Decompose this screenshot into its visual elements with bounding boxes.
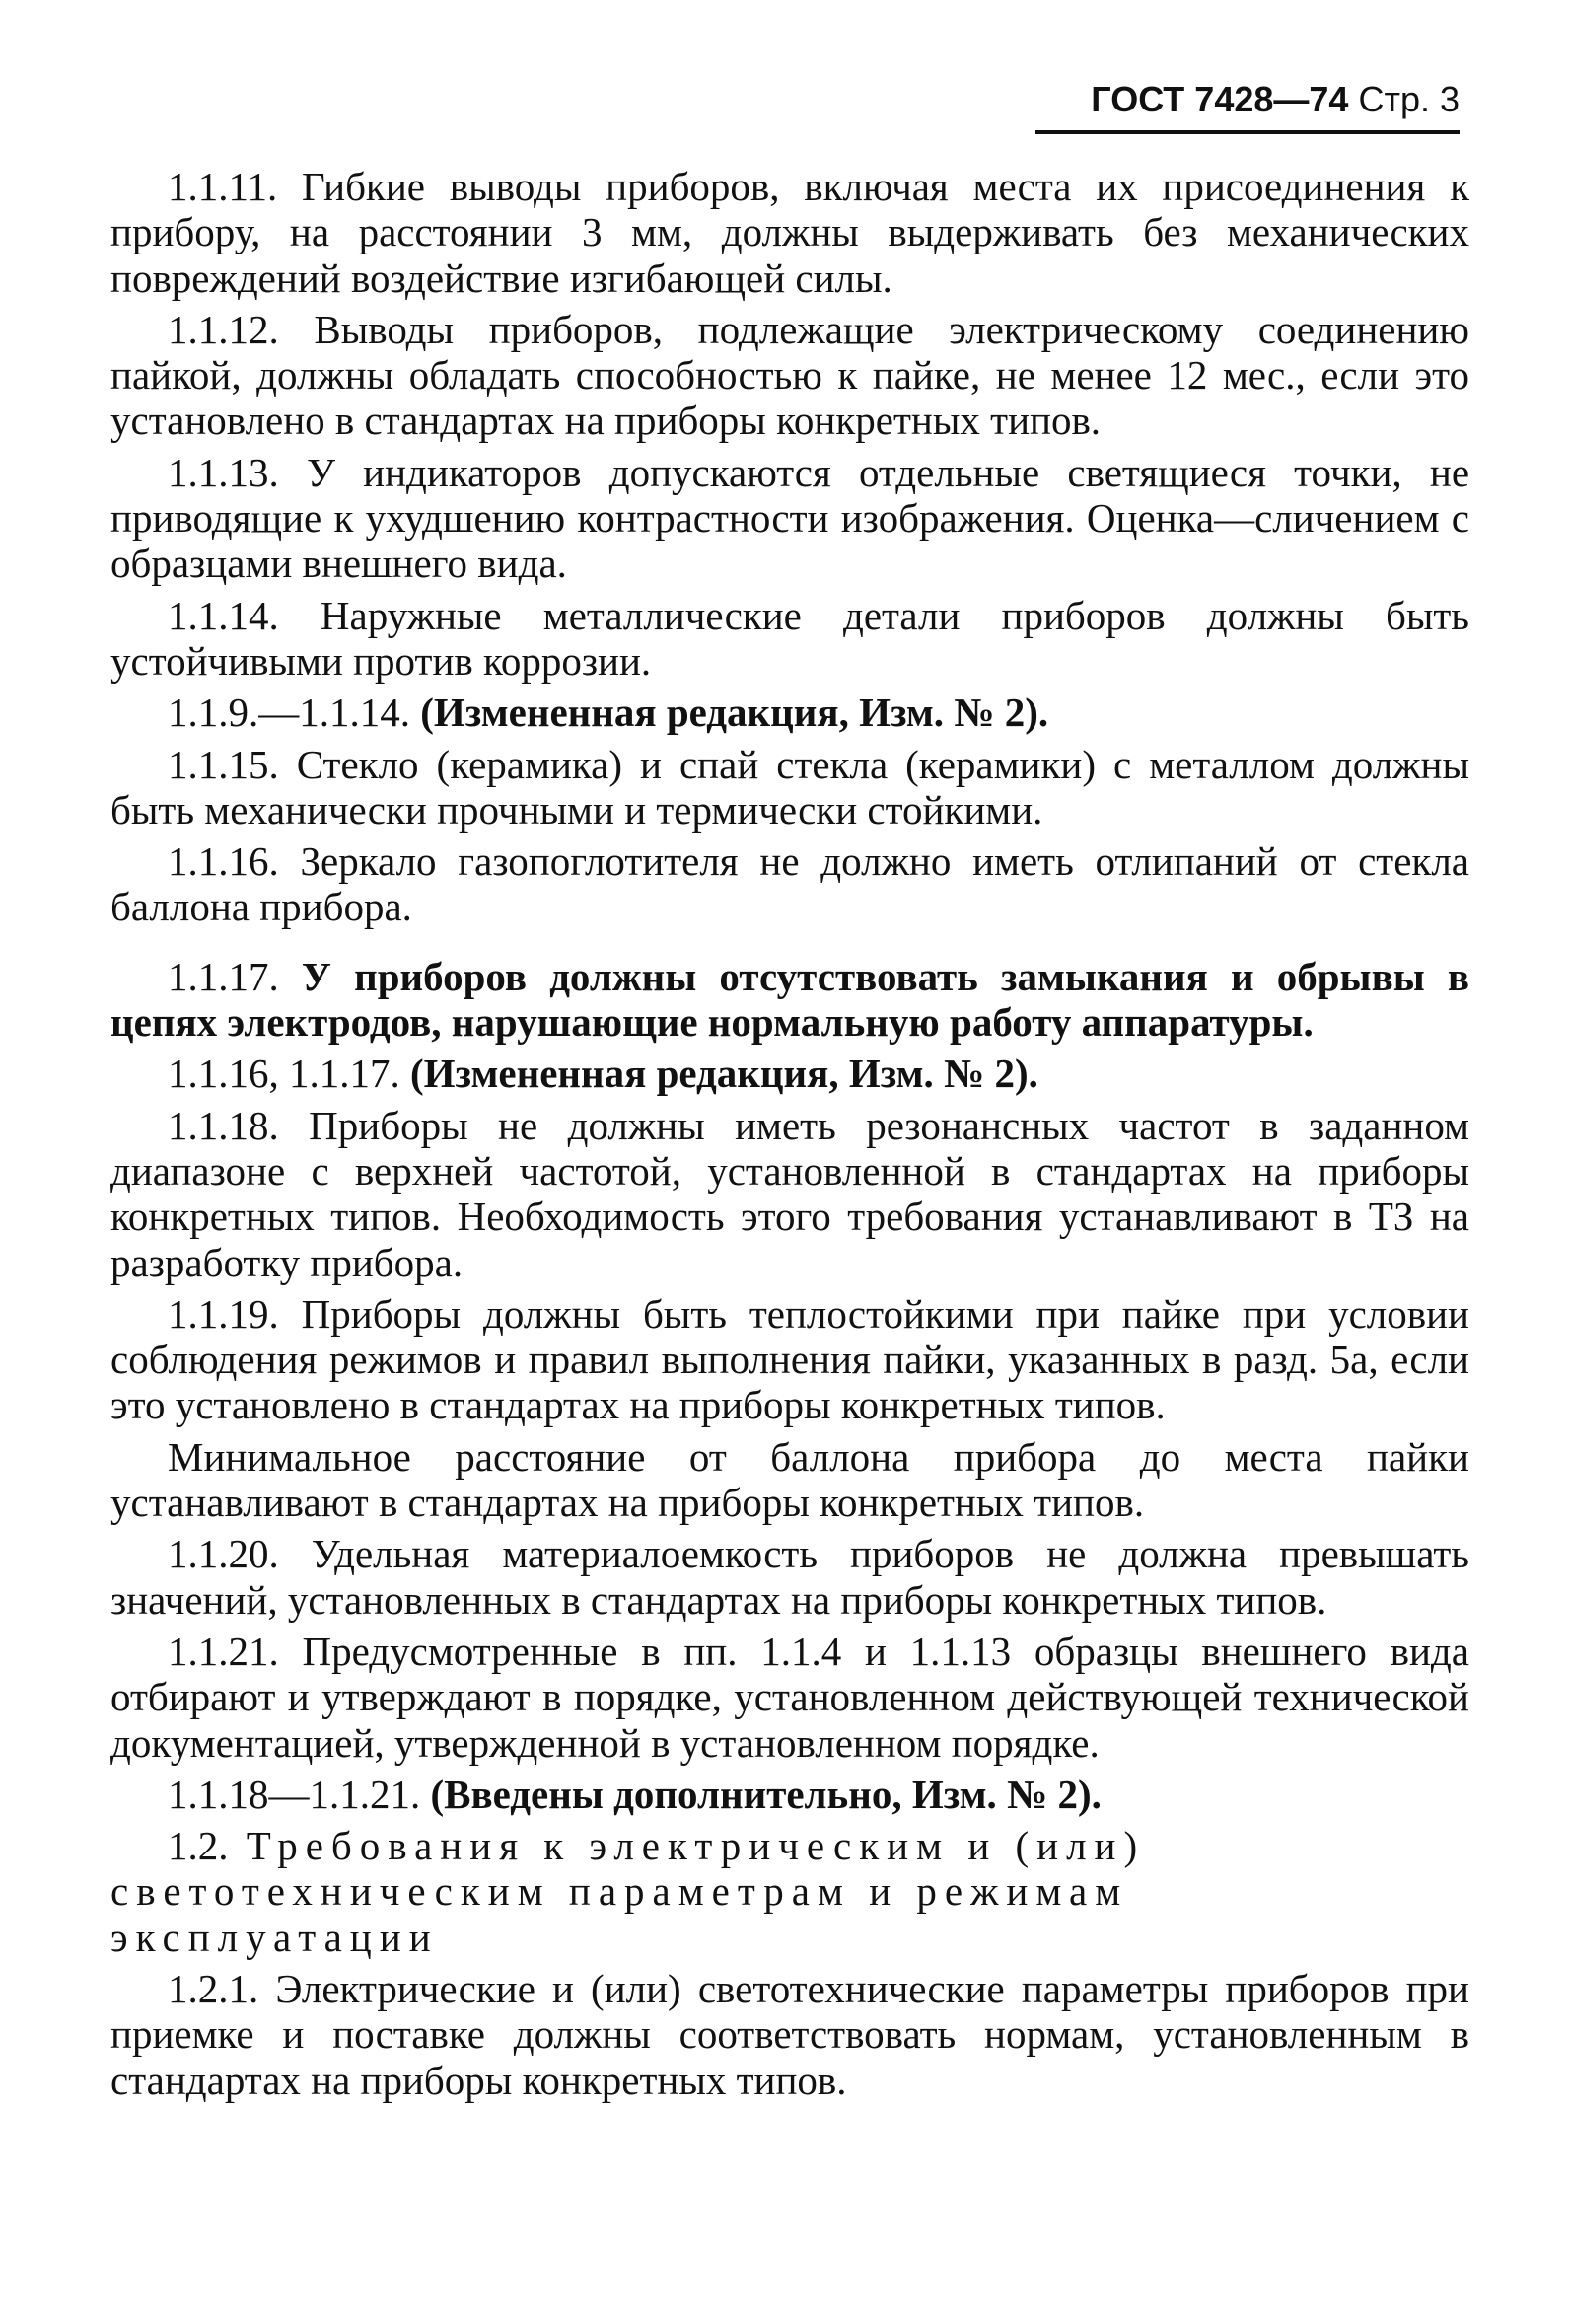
- clause-number: 1.1.18—1.1.21.: [168, 1771, 421, 1817]
- clause-number: 1.1.18.: [168, 1102, 279, 1148]
- clause-1-1-13: [110, 450, 1469, 587]
- clause-text: Предусмотренные в пп. 1.1.4 и 1.1.13 образцы внешнего вида отбирают и утверждают в порядке, установленном действующей технической документацией, утвержденной в установленном порядке.: [110, 1628, 1469, 1766]
- section-number: 1.2.: [168, 1823, 229, 1869]
- clause-number: 1.1.20.: [168, 1531, 279, 1577]
- clause-1-1-14: [110, 593, 1469, 685]
- amendment-text: (Введены дополнительно, Изм. № 2).: [430, 1771, 1102, 1817]
- clause-number: 1.1.19.: [168, 1290, 279, 1337]
- clause-text: Электрические и (или) светотехнические параметры приборов при приемке и поставке должны соответствовать нормам, установленным в стандартах на приборы конкретных типов.: [110, 1965, 1469, 2103]
- clause-text: Наружные металлические детали приборов должны быть устойчивыми против коррозии.: [110, 592, 1469, 684]
- amendment-text: (Измененная редакция, Изм. № 2).: [420, 690, 1049, 736]
- clause-1-1-19: [110, 1291, 1469, 1428]
- document-body: [110, 164, 1469, 2109]
- section-title: Требования к электрическим и (или) светотехническим параметрам и режимам эксплуатации: [110, 1823, 1146, 1960]
- clause-text: Зеркало газопоглотителя не должно иметь отлипаний от стекла баллона прибора.: [110, 838, 1469, 930]
- clause-text: Гибкие выводы приборов, включая места их присоединения к прибору, на расстоянии 3 мм, должны выдерживать без механических повреждений воздействие изгибающей силы.: [110, 164, 1469, 301]
- clause-number: 1.1.12.: [168, 306, 279, 352]
- clause-1-2-1: [110, 1966, 1469, 2103]
- page-number: Стр. 3: [1358, 79, 1460, 119]
- clause-number: 1.1.14.: [168, 592, 279, 638]
- clause-1-1-17: [110, 954, 1469, 1046]
- clause-number: 1.1.21.: [168, 1628, 279, 1674]
- amendment-text: (Измененная редакция, Изм. № 2).: [410, 1051, 1038, 1097]
- clause-1-1-18: [110, 1103, 1469, 1285]
- clause-text: Приборы должны быть теплостойкими при пайке при условии соблюдения режимов и правил выполнения пайки, указанных в разд. 5а, если это установлено в стандартах на приборы конкретных типов.: [110, 1290, 1469, 1428]
- clause-number: 1.1.17.: [168, 953, 279, 999]
- clause-text: Стекло (керамика) и спай стекла (керамики) с металлом должны быть механически прочными и термически стойкими.: [110, 741, 1469, 833]
- page-header: [1026, 77, 1460, 132]
- clause-text: Приборы не должны иметь резонансных частот в заданном диапазоне с верхней частотой, установленной в стандартах на приборы конкретных типов. Необходимость этого требования устанавливают в ТЗ на разработку прибора.: [110, 1102, 1469, 1285]
- clause-text: Минимальное расстояние от баллона прибора до места пайки устанавливают в стандартах на приборы конкретных типов.: [110, 1433, 1469, 1526]
- clause-text: У индикаторов допускаются отдельные светящиеся точки, не приводящие к ухудшению контрастности изображения. Оценка—сличением с образцами внешнего вида.: [110, 449, 1470, 587]
- clause-text: Выводы приборов, подлежащие электрическому соединению пайкой, должны обладать способностью к пайке, не менее 12 мес., если это установлено в стандартах на приборы конкретных типов.: [110, 306, 1470, 444]
- amendment-note-1: [110, 690, 1469, 735]
- clause-number: 1.1.11.: [168, 164, 278, 209]
- clause-1-1-19-continuation: [110, 1434, 1469, 1526]
- standard-number: ГОСТ 7428—74: [1091, 79, 1349, 119]
- header-rule: [1035, 130, 1460, 134]
- amendment-note-3: [110, 1772, 1469, 1817]
- clause-1-1-15: [110, 742, 1469, 834]
- clause-text: Удельная материалоемкость приборов не должна превышать значений, установленных в стандартах на приборы конкретных типов.: [110, 1531, 1470, 1623]
- clause-number: 1.1.15.: [168, 741, 279, 787]
- clause-number: 1.2.1.: [168, 1965, 259, 2011]
- section-heading-1-2: [110, 1823, 1469, 1960]
- amendment-note-2: [110, 1051, 1469, 1096]
- clause-text: У приборов должны отсутствовать замыкания и обрывы в цепях электродов, нарушающие нормальную работу аппаратуры.: [110, 953, 1469, 1046]
- clause-1-1-21: [110, 1629, 1469, 1766]
- clause-number: 1.1.13.: [168, 449, 279, 495]
- clause-number: 1.1.16.: [168, 838, 279, 885]
- clause-1-1-11: [110, 164, 1469, 301]
- clause-1-1-20: [110, 1531, 1469, 1623]
- clause-1-1-12: [110, 307, 1469, 444]
- clause-number: 1.1.9.—1.1.14.: [168, 690, 410, 736]
- clause-number: 1.1.16, 1.1.17.: [168, 1051, 400, 1097]
- clause-1-1-16: [110, 838, 1469, 930]
